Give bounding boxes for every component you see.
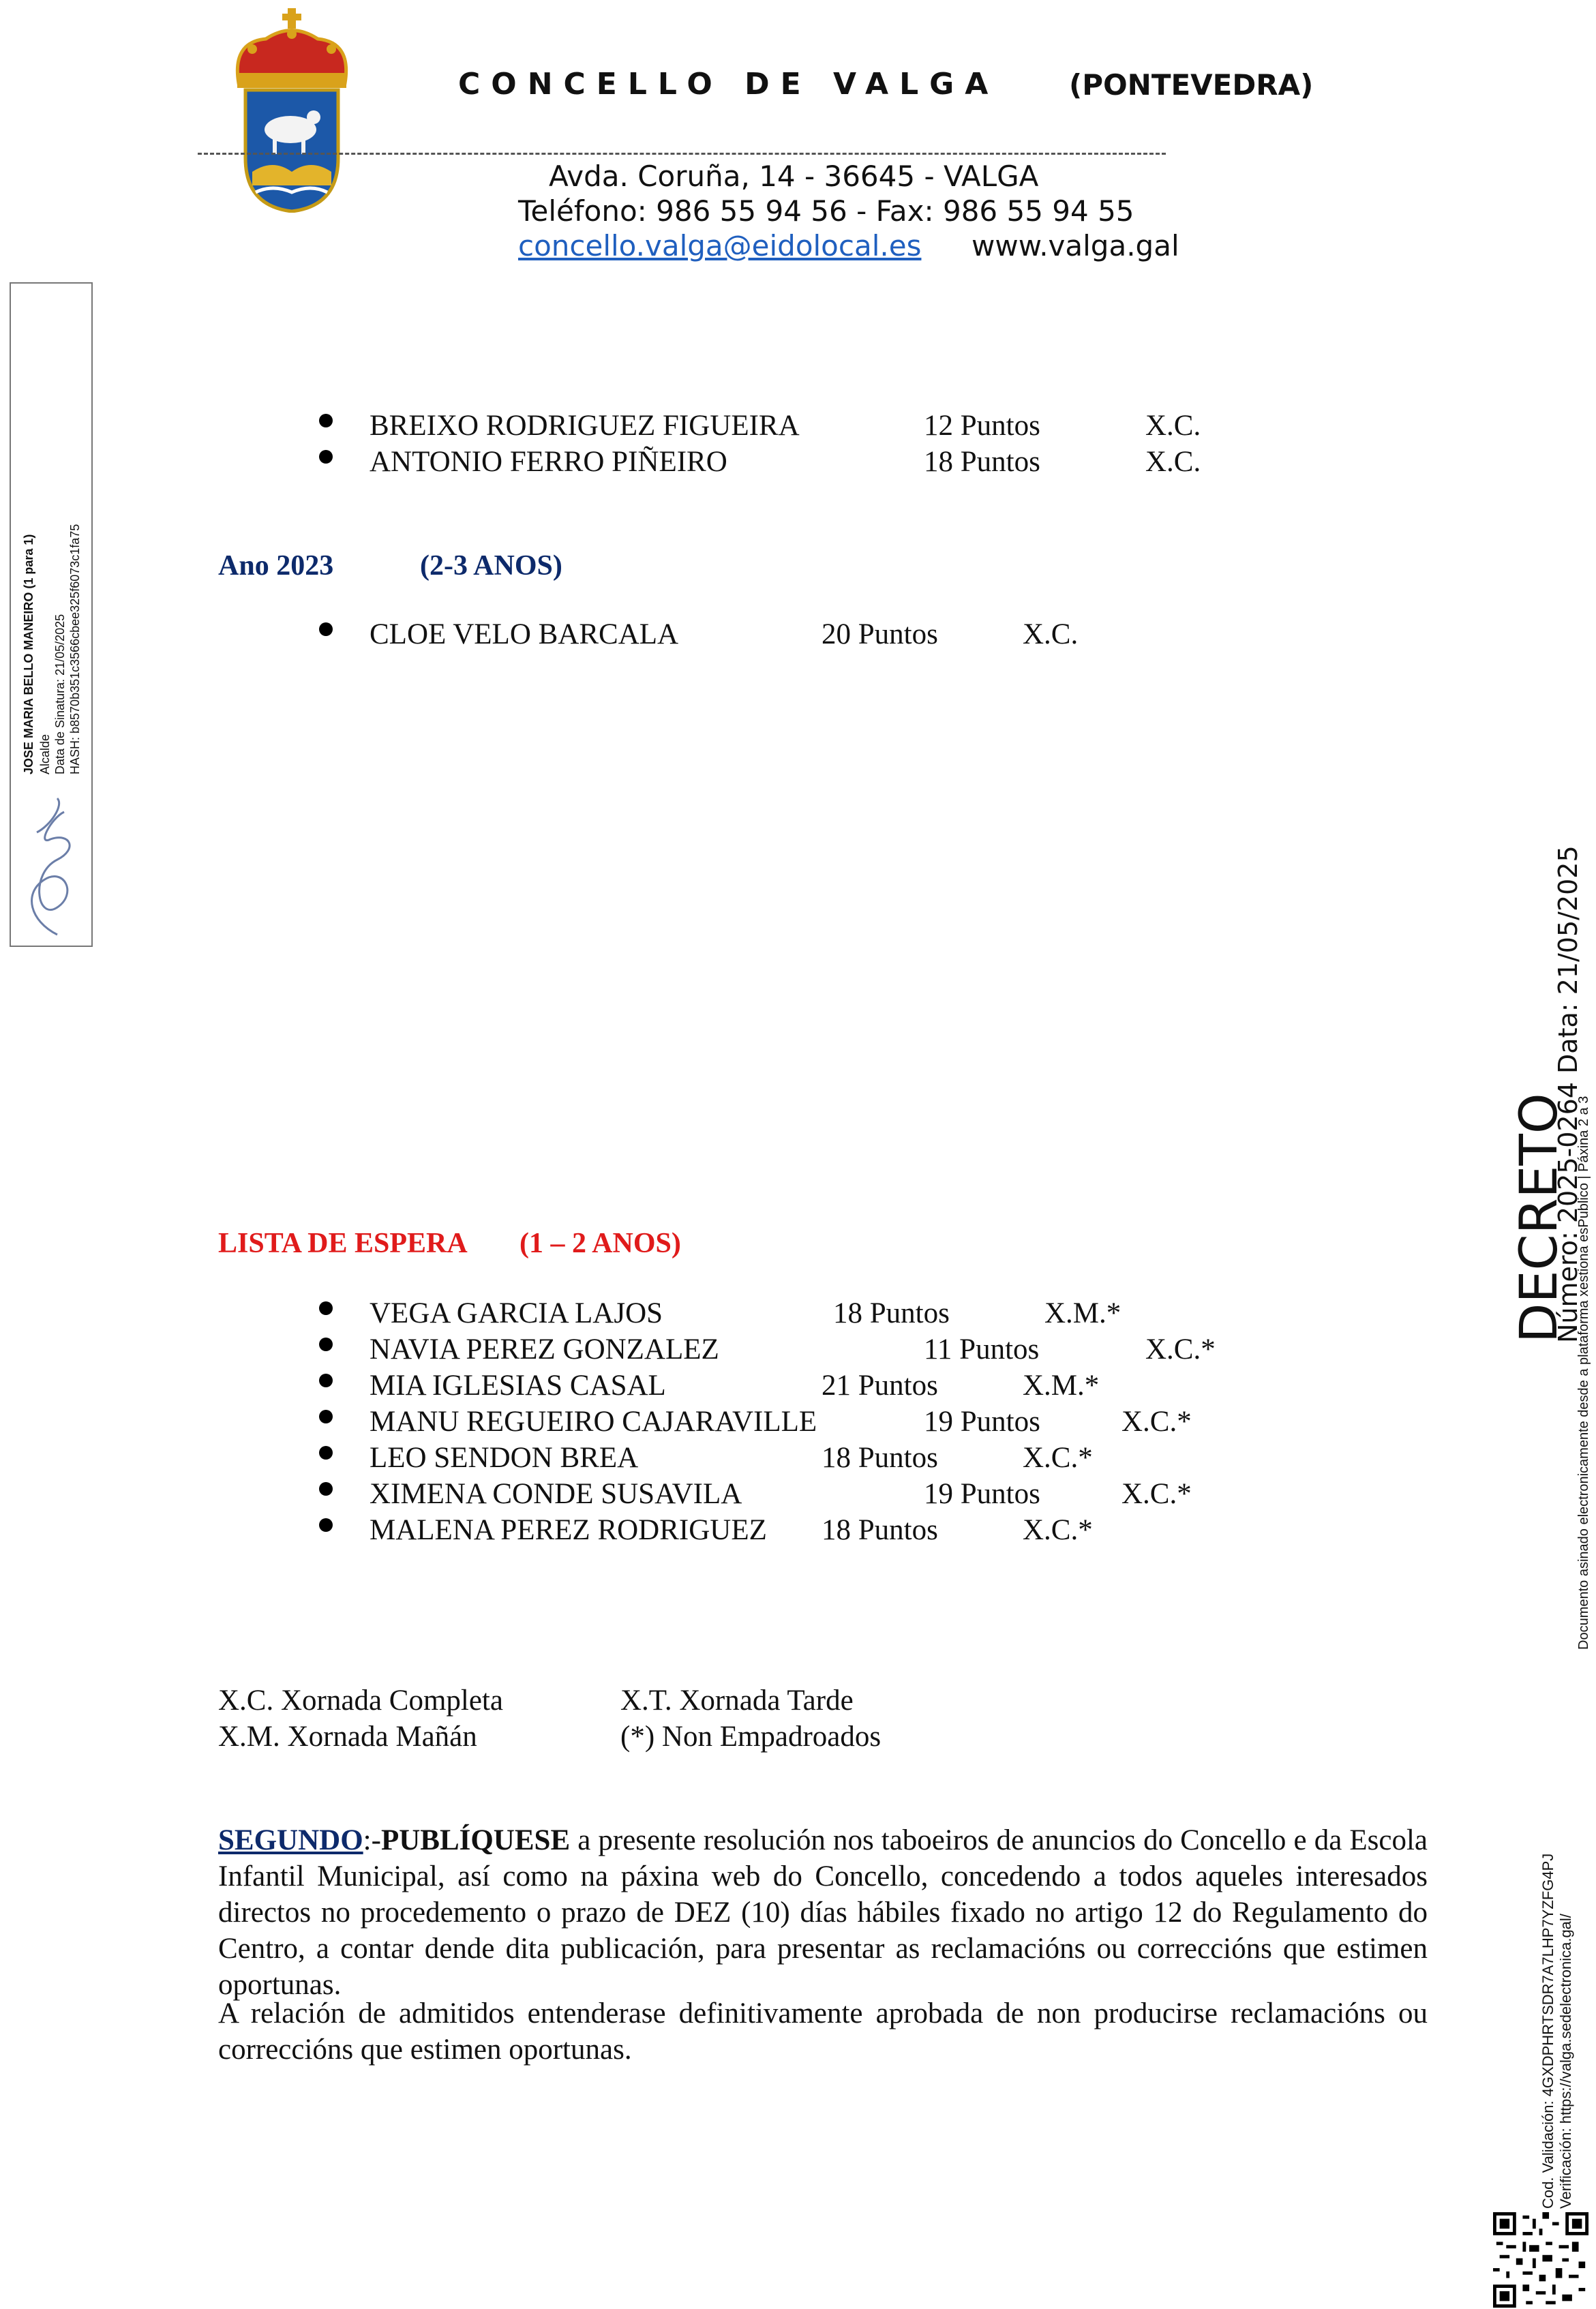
legend-xt: X.T. Xornada Tarde [620,1685,854,1717]
bullet-icon [319,450,333,464]
list-item-name: NAVIA PEREZ GONZALEZ [370,1333,719,1365]
list-item-points: 11 Puntos [924,1333,1040,1365]
list-item-name: LEO SENDON BREA [370,1442,639,1474]
decree-number-date: Número: 2025-0264 Data: 21/05/2025 [1553,845,1583,1343]
list-item-schedule: X.C.* [1023,1514,1093,1546]
list-item-schedule: X.C.* [1023,1442,1093,1474]
list-item-points: 21 Puntos [822,1370,938,1402]
list-item-schedule: X.M.* [1023,1370,1100,1402]
waiting-list-title: LISTA DE ESPERA [218,1228,468,1259]
list-item-name: MANU REGUEIRO CAJARAVILLE [370,1406,817,1438]
bullet-icon [319,1338,333,1351]
list-item-points: 18 Puntos [822,1514,938,1546]
list-item-schedule: X.C. [1145,410,1201,442]
section-2023-year: Ano 2023 [218,550,334,582]
page-footer-note: Documento asinado electronicamente desde a plataforma xestiona esPublico | Páxina 2 a 3 [1576,1096,1591,1650]
website: www.valga.gal [972,229,1179,262]
signer-role: Alcalde [38,734,52,774]
list-item-name: ANTONIO FERRO PIÑEIRO [370,446,727,478]
list-item-name: BREIXO RODRIGUEZ FIGUEIRA [370,410,800,442]
segundo-separator: :- [363,1824,381,1856]
segundo-text: a presente resolución nos taboeiros de anuncios do Concello e da Escola Infantil Municipal, así como na páxina web do Concello, concedendo a todos aqueles interesados directos no procedemento o prazo de DEZ (10) días hábiles fixado no artigo 12 do Regulamento do Centro, a contar dende dita publicación, para presentar as reclamacións ou correccións que estimen oportunas. [218,1824,1428,2001]
list-item-points: 18 Puntos [822,1442,938,1474]
bullet-icon [319,1410,333,1423]
list-item-schedule: X.C.* [1121,1406,1192,1438]
closing-paragraph: A relación de admitidos entenderase definitivamente aprobada de non producirse reclamacións ou correccións que estimen oportunas. [218,1997,1428,2066]
signature-hash: HASH: b8570b351c3566cbee325f6073c1fa75 [68,524,82,774]
signature-date: Data de Sinatura: 21/05/2025 [53,614,67,774]
legend-non-empadroados: (*) Non Empadroados [620,1721,882,1753]
list-item-schedule: X.C.* [1121,1478,1192,1510]
list-item-name: VEGA GARCIA LAJOS [370,1297,663,1329]
municipality-title: CONCELLO DE VALGA [458,67,999,102]
validation-code: Cod. Validación: 4GXDPHRTSDR7A7LHP7YZFG4PJ [1539,1853,1556,2209]
list-item-name: MALENA PEREZ RODRIGUEZ [370,1514,767,1546]
list-item-schedule: X.C. [1023,618,1079,650]
list-item-points: 19 Puntos [924,1406,1040,1438]
address: Avda. Coruña, 14 - 36645 - VALGA [549,160,1039,193]
document-type: DECRETO [1508,1093,1569,1343]
segundo-label: SEGUNDO [218,1824,363,1856]
bullet-icon [319,414,333,427]
qr-code-icon[interactable] [1493,2212,1589,2308]
legend-xm: X.M. Xornada Mañán [218,1721,477,1753]
bullet-icon [319,1301,333,1315]
list-item-name: CLOE VELO BARCALA [370,618,679,650]
legend-xc: X.C. Xornada Completa [218,1685,503,1717]
valga-coat-of-arms-icon [225,8,359,213]
validation-block [1539,1854,1575,2209]
bullet-icon [319,1518,333,1532]
email-link[interactable]: concello.valga@eidolocal.es [518,229,922,262]
bullet-icon [319,622,333,636]
waiting-list-range: (1 – 2 ANOS) [520,1228,681,1259]
list-item-schedule: X.C.* [1145,1333,1216,1365]
list-item-points: 18 Puntos [833,1297,950,1329]
segundo-paragraph [218,1822,1428,2003]
list-item-points: 20 Puntos [822,618,938,650]
province-label: (PONTEVEDRA) [1069,68,1314,102]
list-item-name: XIMENA CONDE SUSAVILA [370,1478,742,1510]
list-item-name: MIA IGLESIAS CASAL [370,1370,666,1402]
segundo-verb: PUBLÍQUESE [380,1824,571,1856]
signer-name: JOSE MARIA BELLO MANEIRO (1 para 1) [22,534,35,774]
header-divider [198,153,1166,155]
list-item-schedule: X.C. [1145,446,1201,478]
bullet-icon [319,1482,333,1496]
handwritten-signature-icon [16,791,87,941]
phone-fax: Teléfono: 986 55 94 56 - Fax: 986 55 94 55 [518,194,1134,228]
list-item-schedule: X.M.* [1044,1297,1121,1329]
list-item-points: 12 Puntos [924,410,1040,442]
bullet-icon [319,1446,333,1460]
bullet-icon [319,1374,333,1387]
verification-url[interactable]: Verificación: https://valga.sedelectronica.gal/ [1557,1914,1574,2209]
list-item-points: 19 Puntos [924,1478,1040,1510]
signature-box [10,282,93,947]
section-2023-range: (2-3 ANOS) [420,550,562,582]
list-item-points: 18 Puntos [924,446,1040,478]
